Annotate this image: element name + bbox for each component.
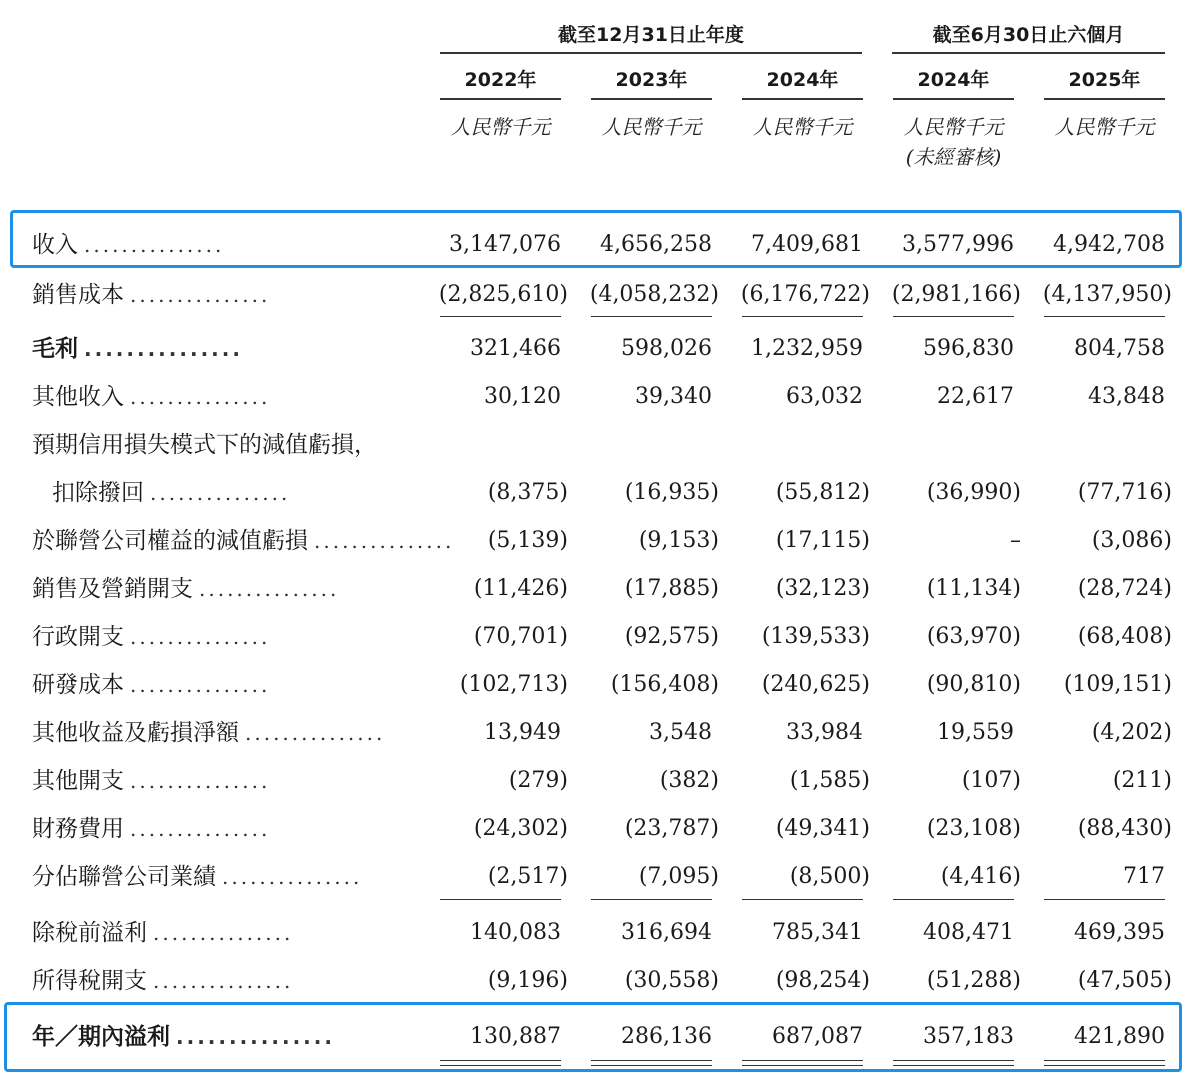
value-cell: (63,970)	[926, 624, 1021, 649]
row-share-of-associates	[0, 854, 1195, 900]
subtotal-underline	[591, 316, 712, 317]
value-cell: 598,026	[621, 336, 712, 361]
value-cell: 469,395	[1074, 920, 1165, 945]
highlight-box-revenue	[10, 210, 1182, 268]
dot-leader: ...............	[199, 577, 340, 601]
row-label-text: 收入	[32, 232, 78, 258]
row-other-expenses	[0, 758, 1195, 804]
dot-leader: ...............	[130, 625, 271, 649]
year-header-4: 2025年	[1044, 66, 1165, 100]
value-cell: 286,136	[621, 1024, 712, 1049]
row-associate-impairment	[0, 518, 1195, 564]
row-selling-marketing	[0, 566, 1195, 612]
year-header-2: 2024年	[742, 66, 863, 100]
value-cell: 30,120	[484, 384, 561, 409]
value-cell: 43,848	[1088, 384, 1165, 409]
value-cell: (7,095)	[638, 864, 719, 889]
row-gross-profit	[0, 326, 1195, 372]
unit-label-1	[591, 112, 712, 142]
row-label	[32, 518, 455, 564]
value-cell: (23,108)	[926, 816, 1021, 841]
row-label-text: 銷售成本	[32, 282, 124, 308]
value-cell: (109,151)	[1063, 672, 1172, 697]
value-cell: –	[1010, 528, 1021, 553]
row-label-text: 所得稅開支	[32, 968, 147, 994]
row-rnd-costs	[0, 662, 1195, 708]
row-label	[32, 806, 410, 852]
unit-label-4	[1044, 112, 1165, 142]
value-cell: (211)	[1112, 768, 1172, 793]
value-cell: 3,147,076	[449, 232, 561, 257]
dot-leader: ...............	[153, 969, 294, 993]
value-cell: (107)	[961, 768, 1021, 793]
year-header-3: 2024年	[893, 66, 1014, 100]
row-label	[32, 614, 410, 660]
value-cell: (2,517)	[487, 864, 568, 889]
value-cell: 33,984	[786, 720, 863, 745]
value-cell: (279)	[508, 768, 568, 793]
row-label	[32, 854, 410, 900]
dot-leader: ...............	[130, 673, 271, 697]
row-label-text: 研發成本	[32, 672, 124, 698]
unaudited-note: (未經審核)	[905, 145, 1002, 169]
value-cell: 804,758	[1074, 336, 1165, 361]
value-cell: (32,123)	[775, 576, 870, 601]
subtotal-underline	[1044, 316, 1165, 317]
dot-leader: ...............	[222, 865, 363, 889]
value-cell: 19,559	[937, 720, 1014, 745]
value-cell: 408,471	[923, 920, 1014, 945]
row-label-text: 其他收益及虧損淨額	[32, 720, 239, 746]
value-cell: (5,139)	[487, 528, 568, 553]
value-cell: 13,949	[484, 720, 561, 745]
row-administrative	[0, 614, 1195, 660]
value-cell: (23,787)	[624, 816, 719, 841]
highlight-box-profit	[4, 1002, 1182, 1072]
value-cell: (98,254)	[775, 968, 870, 993]
value-cell: (8,500)	[789, 864, 870, 889]
value-cell: 22,617	[937, 384, 1014, 409]
row-label-text: 銷售及營銷開支	[32, 576, 193, 602]
header-group-half-year: 截至6月30日止六個月	[892, 22, 1165, 54]
subtotal-underline	[742, 316, 863, 317]
row-label	[32, 958, 410, 1004]
value-cell: (4,416)	[940, 864, 1021, 889]
value-cell: (90,810)	[926, 672, 1021, 697]
row-label-text: 年／期內溢利	[32, 1024, 170, 1050]
value-cell: (77,716)	[1077, 480, 1172, 505]
value-cell: (51,288)	[926, 968, 1021, 993]
value-cell: (2,981,166)	[891, 282, 1021, 307]
row-other-gains-losses	[0, 710, 1195, 756]
value-cell: (55,812)	[775, 480, 870, 505]
value-cell: (102,713)	[459, 672, 568, 697]
row-label-text: 預期信用損失模式下的減值虧損，	[32, 432, 377, 458]
value-cell: 4,942,708	[1053, 232, 1165, 257]
value-cell: (9,153)	[638, 528, 719, 553]
row-label-text: 其他收入	[32, 384, 124, 410]
value-cell: (30,558)	[624, 968, 719, 993]
row-label-text: 除稅前溢利	[32, 920, 147, 946]
dot-leader: ...............	[130, 769, 271, 793]
unit-text: 人民幣千元	[601, 115, 702, 139]
row-label	[32, 422, 410, 468]
value-cell: (4,058,232)	[589, 282, 719, 307]
row-ecl-impairment-heading	[0, 422, 1195, 468]
value-cell: (4,202)	[1091, 720, 1172, 745]
row-label	[52, 470, 410, 516]
value-cell: 596,830	[923, 336, 1014, 361]
value-cell: 687,087	[772, 1024, 863, 1049]
row-cost-of-sales	[0, 272, 1195, 318]
subtotal-underline	[893, 899, 1014, 900]
value-cell: (3,086)	[1091, 528, 1172, 553]
value-cell: (88,430)	[1077, 816, 1172, 841]
value-cell: 316,694	[621, 920, 712, 945]
value-cell: (28,724)	[1077, 576, 1172, 601]
value-cell: (24,302)	[473, 816, 568, 841]
unit-text: 人民幣千元	[752, 115, 853, 139]
row-ecl-impairment-net	[0, 470, 1195, 516]
value-cell: (70,701)	[473, 624, 568, 649]
subtotal-underline	[591, 899, 712, 900]
row-label	[32, 910, 410, 956]
value-cell: 4,656,258	[600, 232, 712, 257]
row-label-text: 扣除撥回	[52, 480, 144, 506]
value-cell: 421,890	[1074, 1024, 1165, 1049]
value-cell: (1,585)	[789, 768, 870, 793]
value-cell: 63,032	[786, 384, 863, 409]
dot-leader: ...............	[130, 283, 271, 307]
row-label-text: 財務費用	[32, 816, 124, 842]
unit-label-3	[893, 112, 1014, 172]
unit-label-2	[742, 112, 863, 142]
value-cell: (47,505)	[1077, 968, 1172, 993]
value-cell: 785,341	[772, 920, 863, 945]
value-cell: (2,825,610)	[438, 282, 568, 307]
subtotal-underline	[440, 899, 561, 900]
value-cell: (11,426)	[473, 576, 568, 601]
dot-leader: ...............	[314, 529, 455, 553]
dot-leader: ...............	[130, 817, 271, 841]
value-cell: 357,183	[923, 1024, 1014, 1049]
value-cell: (11,134)	[926, 576, 1021, 601]
value-cell: (240,625)	[761, 672, 870, 697]
subtotal-underline	[440, 316, 561, 317]
unit-text: 人民幣千元	[1054, 115, 1155, 139]
dot-leader: ...............	[84, 337, 243, 361]
value-cell: (68,408)	[1077, 624, 1172, 649]
row-label-text: 其他開支	[32, 768, 124, 794]
value-cell: (17,885)	[624, 576, 719, 601]
row-label	[32, 710, 410, 756]
value-cell: (139,533)	[761, 624, 870, 649]
value-cell: (36,990)	[926, 480, 1021, 505]
row-profit-before-tax	[0, 910, 1195, 956]
dot-leader: ...............	[176, 1025, 335, 1049]
row-label	[32, 566, 410, 612]
value-cell: 717	[1123, 864, 1165, 889]
value-cell: (92,575)	[624, 624, 719, 649]
value-cell: (49,341)	[775, 816, 870, 841]
value-cell: (9,196)	[487, 968, 568, 993]
subtotal-underline	[893, 316, 1014, 317]
dot-leader: ...............	[150, 481, 291, 505]
dot-leader: ...............	[130, 385, 271, 409]
value-cell: (6,176,722)	[740, 282, 870, 307]
row-label	[32, 662, 410, 708]
row-finance-costs	[0, 806, 1195, 852]
year-header-1: 2023年	[591, 66, 712, 100]
row-label	[32, 374, 410, 420]
row-label	[32, 326, 410, 372]
row-income-tax	[0, 958, 1195, 1004]
subtotal-underline	[742, 899, 863, 900]
subtotal-underline	[1044, 899, 1165, 900]
value-cell: (156,408)	[610, 672, 719, 697]
row-label	[32, 758, 410, 804]
value-cell: 140,083	[470, 920, 561, 945]
value-cell: 7,409,681	[751, 232, 863, 257]
header-group-annual: 截至12月31日止年度	[440, 22, 862, 54]
unit-text: 人民幣千元	[903, 115, 1004, 139]
dot-leader: ...............	[245, 721, 386, 745]
value-cell: 130,887	[470, 1024, 561, 1049]
value-cell: 321,466	[470, 336, 561, 361]
value-cell: (4,137,950)	[1042, 282, 1172, 307]
value-cell: (8,375)	[487, 480, 568, 505]
row-label	[32, 272, 410, 318]
value-cell: 1,232,959	[751, 336, 863, 361]
row-label-text: 行政開支	[32, 624, 124, 650]
row-label-text: 毛利	[32, 336, 78, 362]
year-header-0: 2022年	[440, 66, 561, 100]
row-label-text: 分佔聯營公司業績	[32, 864, 216, 890]
value-cell: (382)	[659, 768, 719, 793]
dot-leader: ...............	[84, 233, 225, 257]
value-cell: 3,548	[649, 720, 712, 745]
value-cell: 3,577,996	[902, 232, 1014, 257]
row-label-text: 於聯營公司權益的減值虧損	[32, 528, 308, 554]
dot-leader: ...............	[153, 921, 294, 945]
value-cell: 39,340	[635, 384, 712, 409]
unit-label-0	[440, 112, 561, 142]
row-other-income	[0, 374, 1195, 420]
value-cell: (16,935)	[624, 480, 719, 505]
unit-text: 人民幣千元	[450, 115, 551, 139]
value-cell: (17,115)	[775, 528, 870, 553]
